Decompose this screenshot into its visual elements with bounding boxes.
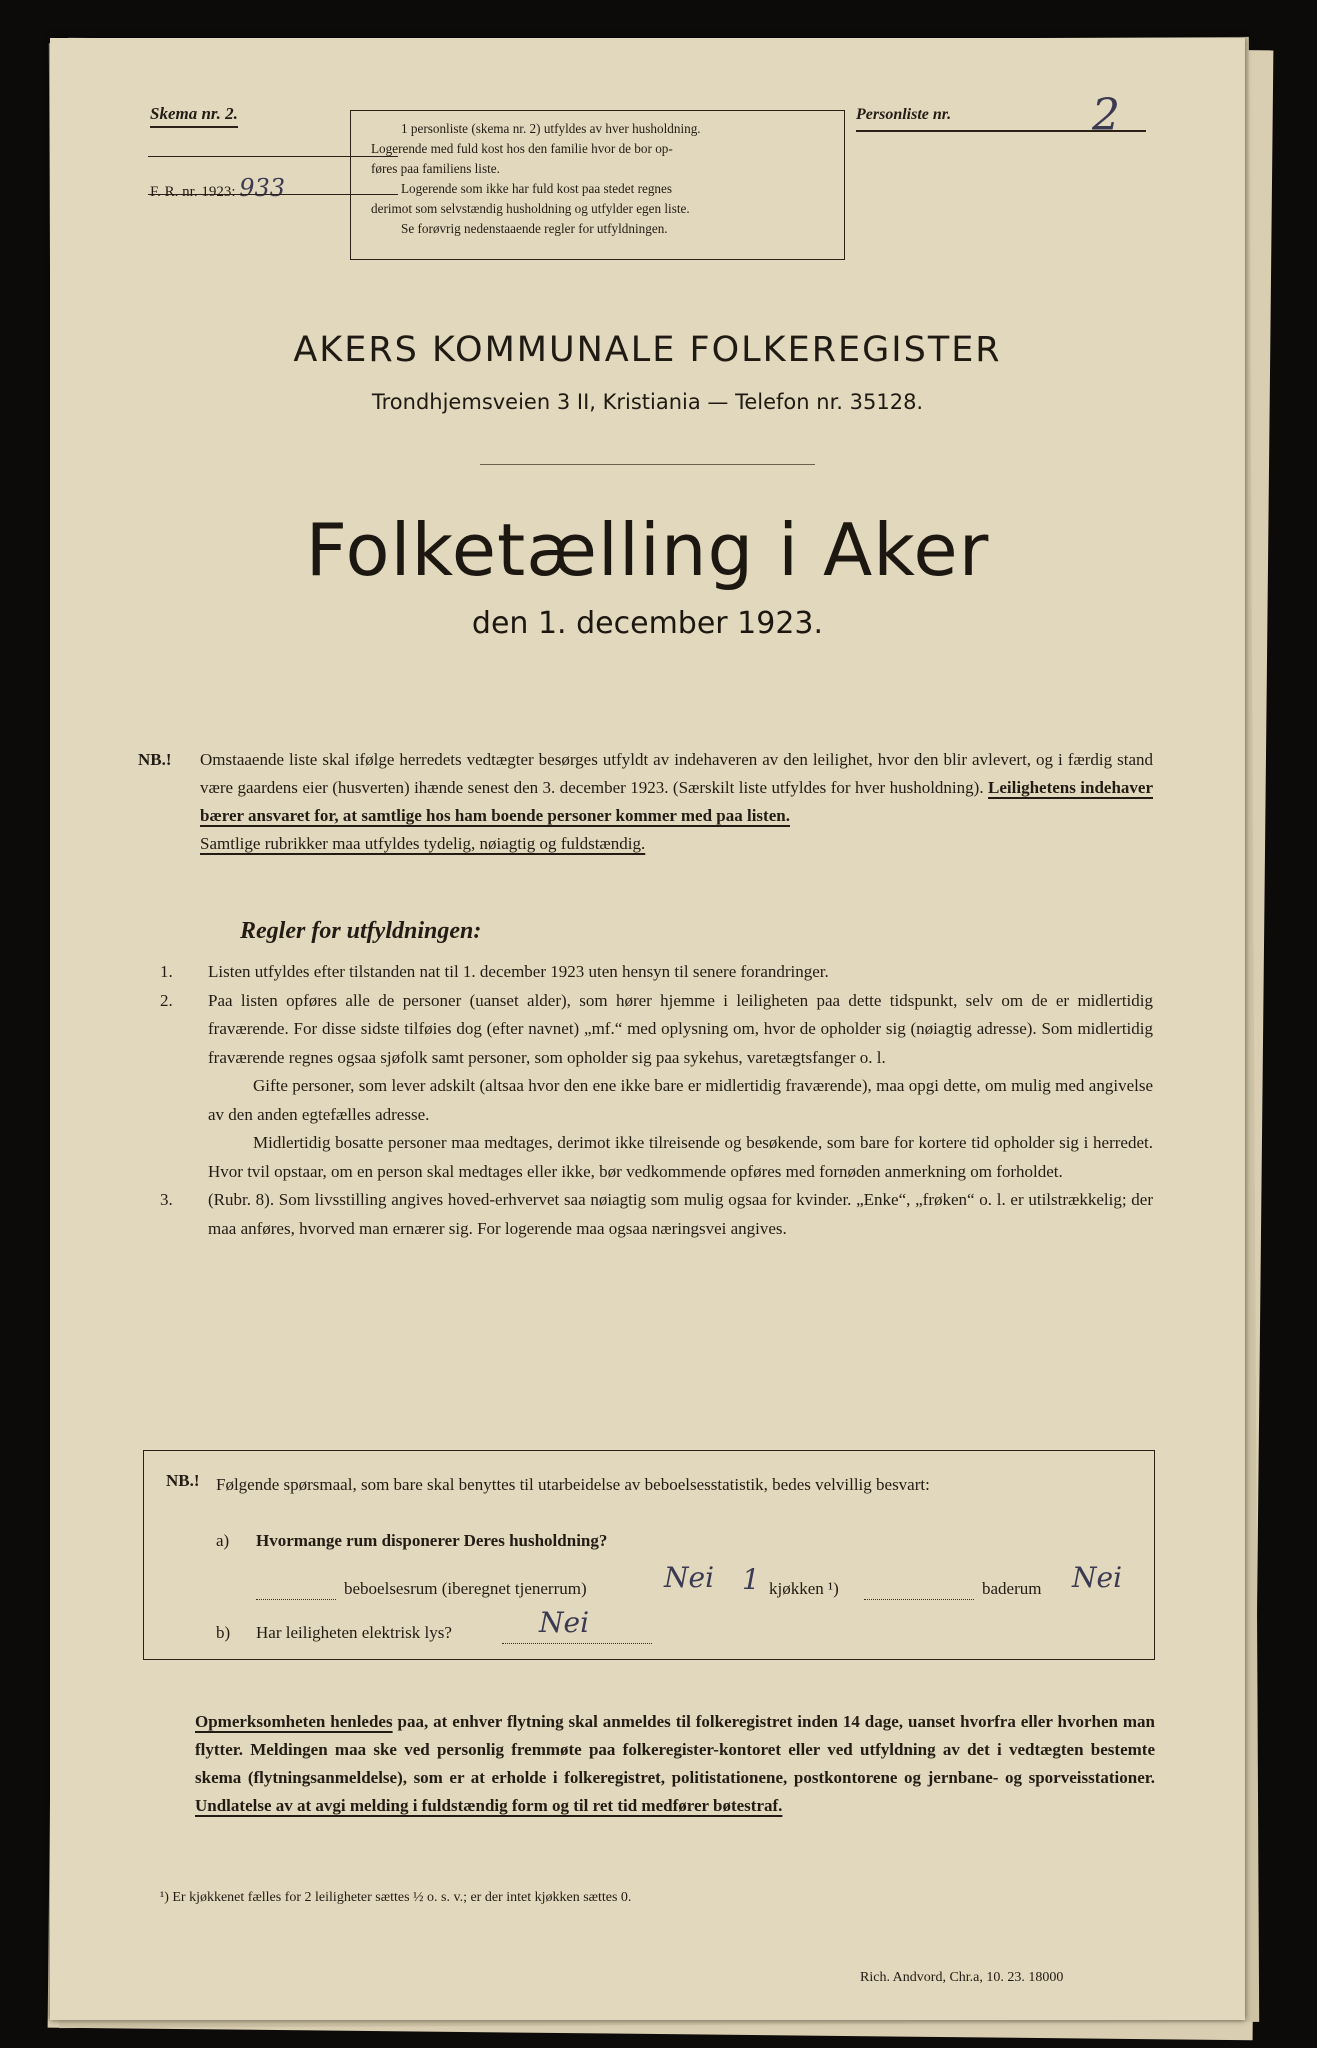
printer-imprint: Rich. Andvord, Chr.a, 10. 23. 18000 (860, 1970, 1064, 1985)
rooms-answer-field[interactable] (256, 1579, 336, 1600)
info-line: derimot som selvstændig husholdning og utfylder egen liste. (371, 201, 690, 216)
nb-requirement: Samtlige rubrikker maa utfyldes tydelig, nøiagtig og fuldstændig. (200, 834, 646, 853)
info-line: Se forøvrig nedenstaaende regler for utfyldningen. (401, 221, 668, 236)
rule-item (160, 958, 1153, 987)
notice-penalty: Undlatelse av at avgi melding i fuldstændig form og til ret tid medfører bøtestraf. (195, 1796, 783, 1815)
organization-address: Trondhjemsveien 3 II, Kristiania — Telefon nr. 35128. (371, 390, 924, 414)
organization-title: AKERS KOMMUNALE FOLKEREGISTER (293, 330, 1002, 370)
notice-lead: Opmerksomheten henledes (195, 1712, 393, 1731)
rule-number: 2. (160, 990, 173, 1010)
rules-heading: Regler for utfyldningen: (240, 918, 482, 944)
rooms-value: Nei (664, 1561, 715, 1594)
rules-list (160, 958, 1153, 1243)
census-date: den 1. december 1923. (471, 606, 824, 641)
rule-text: Gifte personer, som lever adskilt (altsaa hvor den ene ikke bare er midlertidig fraværende), maa opgi dette, om mulig med angivelse av den anden egtefælles adresse. (208, 1076, 1153, 1124)
question-b-label: b) (216, 1623, 231, 1642)
housing-questions-box (143, 1450, 1155, 1660)
info-line: Logerende som ikke har fuld kost paa stedet regnes (401, 181, 672, 196)
bath-value: Nei (1072, 1561, 1123, 1594)
rule-number: 1. (160, 962, 173, 981)
fr-label: F. R. nr. 1923: (150, 184, 236, 200)
info-line: føres paa familiens liste. (371, 161, 500, 176)
moving-notice (195, 1708, 1155, 1820)
nb-responsibility: Leilighetens indehaver bærer ansvaret for, at samtlige hos ham boende personer kommer med paa listen. (200, 778, 1153, 825)
questions-nb-label: NB.! (166, 1471, 200, 1490)
kitchen-label: kjøkken ¹) (769, 1579, 839, 1598)
footnote: ¹) Er kjøkkenet fælles for 2 leiligheter sættes ½ o. s. v.; er der intet kjøkken sættes 0. (160, 1890, 632, 1905)
rule-item (160, 1072, 1153, 1129)
rule-item (160, 1186, 1153, 1243)
bath-label: baderum (982, 1579, 1042, 1598)
kitchen-value: 1 (742, 1563, 760, 1596)
question-a-text: Hvormange rum disponerer Deres husholdning? (256, 1531, 608, 1550)
rule-text: Paa listen opføres alle de personer (uanset alder), som hører hjemme i leiligheten paa dette tidspunkt, selv om de er midlertidig fraværende. For disse sidste tilføies dog (efter navnet) „mf.“ med oplysning om, hvor de opholder sig (nøiagtig adresse). Som midlertidig fraværende regnes ogsaa sjøfolk samt personer, som opholder sig paa sykehus, varetægtsfanger o. l. (208, 990, 1153, 1067)
rule-item (160, 1129, 1153, 1186)
rule-text: Midlertidig bosatte personer maa medtages, derimot ikke tilreisende og besøkende, som bare for kortere tid opholder sig i herredet. Hvor tvil opstaar, om en person skal medtages eller ikke, bør vedkommende opføres med fornøden anmerkning om forholdet. (208, 1133, 1153, 1181)
page-title: Folketælling i Aker (305, 508, 990, 592)
rooms-label: beboelsesrum (iberegnet tjenerrum) (344, 1579, 587, 1598)
personliste-label: Personliste nr. (856, 106, 952, 123)
info-line: 1 personliste (skema nr. 2) utfyldes av hver husholdning. (401, 121, 701, 136)
kitchen-answer-field[interactable] (864, 1579, 974, 1600)
divider (480, 464, 815, 465)
question-b-text: Har leiligheten elektrisk lys? (256, 1623, 452, 1642)
nb-label: NB.! (138, 750, 172, 769)
rule-text: Listen utfyldes efter tilstanden nat til 1. december 1923 uten hensyn til senere forandringer. (208, 962, 829, 981)
instructions-box (350, 110, 845, 260)
rule-text: (Rubr. 8). Som livsstilling angives hoved-erhvervet saa nøiagtig som mulig ogsaa for kvinder. „Enke“, „frøken“ o. l. er utilstrækkelig; der maa anføres, hvorved man ernærer sig. For logerende maa ogsaa næringsvei angives. (208, 1190, 1153, 1238)
census-form-page (50, 38, 1245, 2020)
fr-value: 933 (239, 174, 286, 202)
fr-number (150, 174, 285, 202)
personliste-value: 2 (1092, 90, 1120, 141)
questions-intro: Følgende spørsmaal, som bare skal benyttes til utarbeidelse av beboelsesstatistik, bedes velvillig besvart: (216, 1475, 930, 1494)
rule-number: 3. (160, 1190, 173, 1209)
question-a-label: a) (216, 1531, 230, 1550)
nb-body: Omstaaende liste skal ifølge herredets vedtægter besørges utfyldt av indehaveren av den leilighet, hvor den blir avlevert, og i færdig stand være gaardens eier (husverten) ihænde senest den 3. december 1923. (Særskilt liste utfyldes for hver husholdning). (200, 750, 1153, 797)
skema-label: Skema nr. 2. (150, 104, 238, 128)
electric-value: Nei (539, 1606, 590, 1639)
info-line: Logerende med fuld kost hos den familie hvor de bor op- (371, 141, 673, 156)
rule-item (160, 987, 1153, 1073)
notice-body: paa, at enhver flytning skal anmeldes til folkeregistret inden 14 dage, uanset hvorfra eller hvorhen man flytter. Meldingen maa ske ved personlig fremmøte paa folkeregister-kontoret eller ved utfyldning av det i vedtægten bestemte skema (flytningsanmeldelse), som er at erholde i folkeregistret, politistationene, postkontorene og jernbane- og sporveisstationer. (195, 1712, 1156, 1787)
nb-notice (138, 746, 1153, 858)
nb-text (200, 746, 1153, 858)
